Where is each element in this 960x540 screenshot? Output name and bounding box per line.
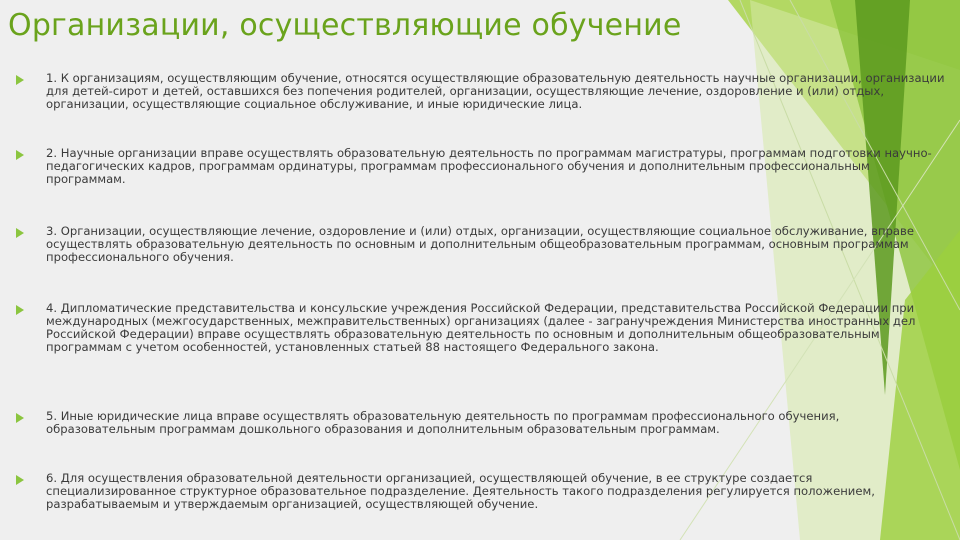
bullet-text: 2. Научные организации вправе осуществлять образовательную деятельность по программам магистратуры, программам подготовки научно-педагогических кадров, программам ординатуры, программам профессионального обучения и дополнительным профессиональным программам. <box>46 146 932 186</box>
bullet-text: 1. К организациям, осуществляющим обучение, относятся осуществляющие образовательную деятельность научные организации, организации для детей-сирот и детей, оставшихся без попечения родителей, организации, осуществляющие лечение, оздоровление и (или) отдых, организации, осуществляющие социальное обслуживание, и иные юридические лица. <box>46 71 945 111</box>
bullet-text: 4. Дипломатические представительства и консульские учреждения Российской Федерации, представительства Российской Федерации при международных (межгосударственных, межправительственных) организациях (далее - загранучреждения Министерства иностранных дел Российской Федерации) вправе осуществлять образовательную деятельность по основным и дополнительным общеобразовательным программам с учетом особенностей, установленных статьей 88 настоящего Федерального закона. <box>46 301 916 354</box>
triangle-bullet-icon <box>16 475 24 485</box>
bullet-text: 3. Организации, осуществляющие лечение, оздоровление и (или) отдых, организации, осуществляющие социальное обслуживание, вправе осуществлять образовательную деятельность по основным и дополнительным общеобразовательным программам, основным программам профессионального обучения. <box>46 224 914 264</box>
triangle-bullet-icon <box>16 150 24 160</box>
triangle-bullet-icon <box>16 228 24 238</box>
bullet-text: 6. Для осуществления образовательной деятельности организацией, осуществляющей обучение, в ее структуре создается специализированное структурное образовательное подразделение. Деятельность такого подразделения регулируется положением, разрабатываемым и утверждаемым организацией, осуществляющей обучение. <box>46 471 875 511</box>
triangle-bullet-icon <box>16 305 24 315</box>
bullet-text: 5. Иные юридические лица вправе осуществлять образовательную деятельность по программам профессионального обучения, образовательным программам дошкольного образования и дополнительным образовательным программам. <box>46 409 840 436</box>
triangle-bullet-icon <box>16 413 24 423</box>
slide-title: Организации, осуществляющие обучение <box>8 8 682 43</box>
triangle-bullet-icon <box>16 75 24 85</box>
